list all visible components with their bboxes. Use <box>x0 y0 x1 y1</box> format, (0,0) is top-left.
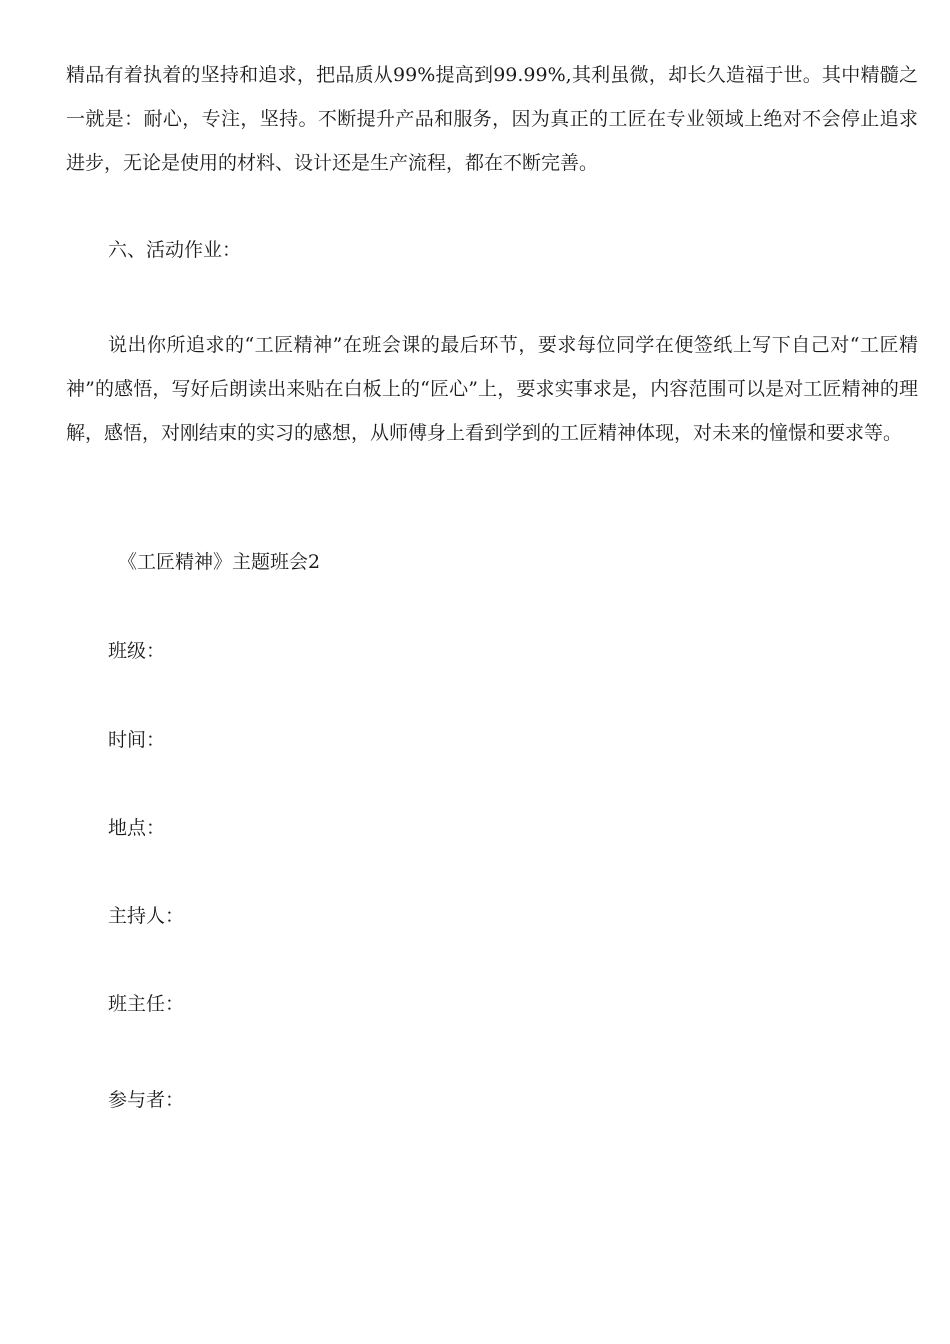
document-title: 《工匠精神》主题班会2 <box>118 551 321 573</box>
participants-field-label: 参与者： <box>108 1089 185 1111</box>
homework-paragraph: 说出你所追求的“工匠精神”在班会课的最后环节，要求每位同学在便签纸上写下自己对“工匠精神”的感悟，写好后朗读出来贴在白板上的“匠心”上，要求实事求是，内容范围可以是对工匠精神的理解，感悟，对刚结束的实习的感想，从师傅身上看到学到的工匠精神体现，对未来的憧憬和要求等。 <box>66 334 918 444</box>
head-teacher-field-label: 班主任： <box>108 993 185 1015</box>
intro-paragraph: 精品有着执着的坚持和追求，把品质从99%提高到99.99%,其利虽微，却长久造福于世。其中精髓之一就是：耐心，专注，坚持。不断提升产品和服务，因为真正的工匠在专业领域上绝对不会停止追求进步，无论是使用的材料、设计还是生产流程，都在不断完善。 <box>66 64 918 174</box>
class-field-label: 班级： <box>108 640 166 662</box>
section-heading-activity-homework: 六、活动作业： <box>108 239 242 261</box>
time-field-label: 时间： <box>108 729 166 751</box>
place-field-label: 地点： <box>108 817 166 839</box>
host-field-label: 主持人： <box>108 905 185 927</box>
